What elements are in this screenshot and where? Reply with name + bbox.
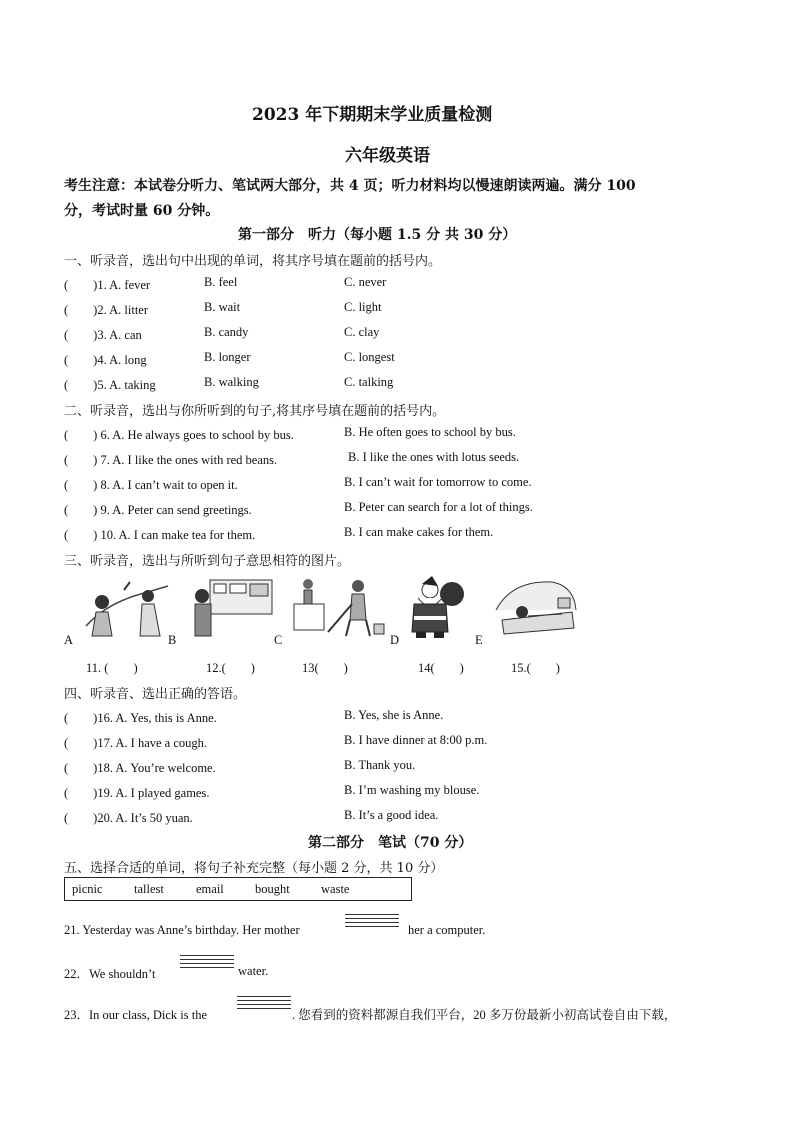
- q10-b: B. I can make cakes for them.: [344, 525, 494, 539]
- word-tallest: tallest: [134, 882, 164, 896]
- q10-a: ( ) 10. A. I can make tea for them.: [64, 528, 256, 542]
- section5-title: 五、选择合适的单词，将句子补充完整（每小题 2 分，共 10 分）: [64, 861, 444, 876]
- picture-c: [292, 576, 388, 638]
- word-waste: waste: [321, 882, 350, 896]
- q3-a: ( )3. A. can: [64, 328, 142, 342]
- exam-subtitle: 六年级英语: [345, 146, 430, 166]
- q21-text: 21. Yesterday was Anne’s birthday. Her mother: [64, 923, 300, 937]
- section4-title: 四、听录音、选出正确的答语。: [64, 687, 247, 702]
- picture-b: [190, 576, 274, 638]
- exam-title: 2023 年下期期末学业质量检测: [252, 105, 493, 125]
- notice-line-1: 考生注意：本试卷分听力、笔试两大部分，共 4 页；听力材料均以慢速朗读两遍。满分 100: [64, 178, 636, 194]
- q18-a: ( )18. A. You’re welcome.: [64, 761, 216, 775]
- section1-title: 一、听录音，选出句中出现的单词，将其序号填在题前的括号内。: [64, 254, 442, 269]
- answer-12: 12.( ): [206, 661, 255, 675]
- q22-text: 22．We shouldn’t: [64, 967, 156, 981]
- q5-c: C. talking: [344, 375, 394, 389]
- q17-a: ( )17. A. I have a cough.: [64, 736, 208, 750]
- q22-blank[interactable]: [180, 955, 234, 971]
- q16-a: ( )16. A. Yes, this is Anne.: [64, 711, 217, 725]
- q8-b: B. I can’t wait for tomorrow to come.: [344, 475, 532, 489]
- part2-heading: 第二部分 笔试（70 分）: [308, 835, 473, 851]
- q16-b: B. Yes, she is Anne.: [344, 708, 444, 722]
- word-email: email: [196, 882, 224, 896]
- q7-b: B. I like the ones with lotus seeds.: [348, 450, 520, 464]
- pic-label-d: D: [390, 633, 400, 647]
- answer-15: 15.( ): [511, 661, 560, 675]
- section2-title: 二、听录音，选出与你所听到的句子,将其序号填在题前的括号内。: [64, 404, 446, 419]
- q20-a: ( )20. A. It’s 50 yuan.: [64, 811, 193, 825]
- q5-b: B. walking: [204, 375, 259, 389]
- pic-label-a: A: [64, 633, 74, 647]
- picture-e: [492, 576, 578, 636]
- q8-a: ( ) 8. A. I can’t wait to open it.: [64, 478, 238, 492]
- q18-b: B. Thank you.: [344, 758, 416, 772]
- q7-a: ( ) 7. A. I like the ones with red beans.: [64, 453, 278, 467]
- part1-heading: 第一部分 听力（每小题 1.5 分 共 30 分）: [238, 227, 517, 243]
- q19-a: ( )19. A. I played games.: [64, 786, 210, 800]
- q4-c: C. longest: [344, 350, 395, 364]
- pic-label-b: B: [168, 633, 177, 647]
- q4-a: ( )4. A. long: [64, 353, 147, 367]
- pic-label-c: C: [274, 633, 283, 647]
- q20-b: B. It’s a good idea.: [344, 808, 439, 822]
- picture-d: [408, 576, 470, 640]
- q2-c: C. light: [344, 300, 382, 314]
- pic-label-e: E: [475, 633, 483, 647]
- q1-b: B. feel: [204, 275, 238, 289]
- q1-c: C. never: [344, 275, 387, 289]
- word-bank: [64, 877, 412, 901]
- answer-11: 11. ( ): [86, 661, 138, 675]
- q5-a: ( )5. A. taking: [64, 378, 156, 392]
- q2-a: ( )2. A. litter: [64, 303, 149, 317]
- q1-a: ( )1. A. fever: [64, 278, 151, 292]
- q23-blank[interactable]: [237, 996, 291, 1012]
- answer-13: 13( ): [302, 661, 348, 675]
- q6-b: B. He often goes to school by bus.: [344, 425, 516, 439]
- q22-text-end: water.: [238, 964, 269, 978]
- q4-b: B. longer: [204, 350, 251, 364]
- q3-c: C. clay: [344, 325, 380, 339]
- section3-title: 三、听录音，选出与所听到句子意思相符的图片。: [64, 554, 351, 569]
- q3-b: B. candy: [204, 325, 249, 339]
- notice-line-2: 分，考试时量 60 分钟。: [64, 203, 220, 219]
- q2-b: B. wait: [204, 300, 241, 314]
- answer-14: 14( ): [418, 661, 464, 675]
- q23-text: 23．In our class, Dick is the: [64, 1008, 208, 1022]
- word-picnic: picnic: [72, 882, 103, 896]
- picture-a: [84, 576, 170, 638]
- q23-text-end: . 您看到的资料都源自我们平台，20 多万份最新小初高试卷自由下载，: [292, 1008, 677, 1022]
- q21-text-end: her a computer.: [408, 923, 486, 937]
- q19-b: B. I’m washing my blouse.: [344, 783, 480, 797]
- q6-a: ( ) 6. A. He always goes to school by bus.: [64, 428, 294, 442]
- q9-b: B. Peter can search for a lot of things.: [344, 500, 533, 514]
- word-bought: bought: [255, 882, 290, 896]
- q17-b: B. I have dinner at 8:00 p.m.: [344, 733, 488, 747]
- q9-a: ( ) 9. A. Peter can send greetings.: [64, 503, 252, 517]
- q21-blank[interactable]: [345, 914, 399, 930]
